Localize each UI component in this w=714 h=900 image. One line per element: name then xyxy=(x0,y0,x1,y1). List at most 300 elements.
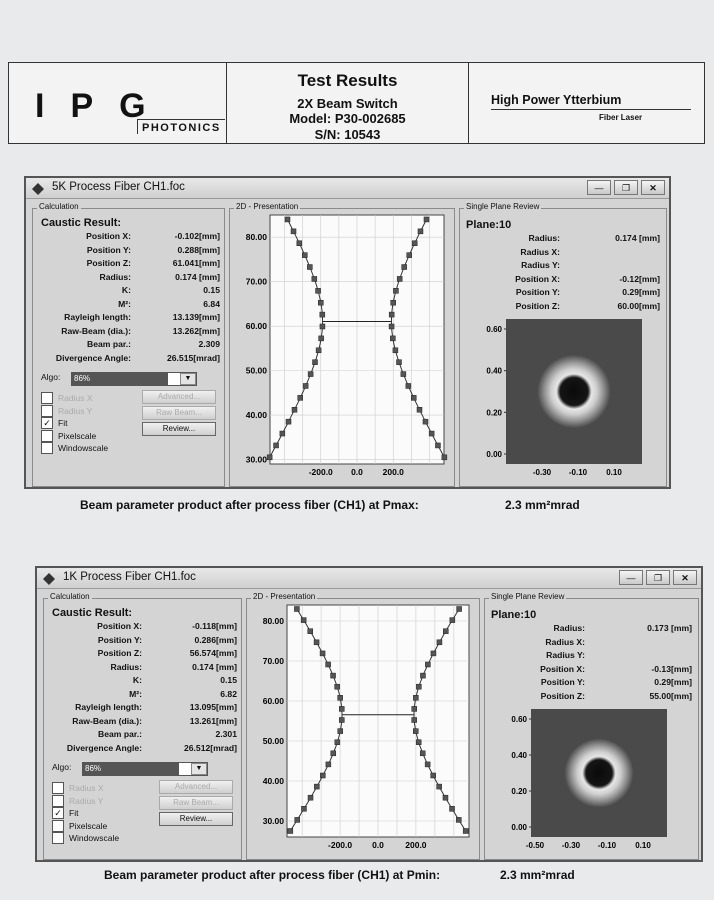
x-tick-label: 0.10 xyxy=(635,841,651,850)
plane-result-list xyxy=(480,233,660,314)
caustic-plot xyxy=(247,601,479,859)
result-row xyxy=(35,353,220,367)
measurement-point xyxy=(412,706,417,711)
measurement-point xyxy=(326,762,331,767)
beam-ring xyxy=(537,355,610,428)
x-tick-label: -0.50 xyxy=(525,841,545,850)
algo-value: 86% xyxy=(72,373,168,385)
x-tick-label: -0.10 xyxy=(568,468,588,477)
checkbox-box[interactable] xyxy=(41,442,53,454)
plane-result-value: 55.00[mm] xyxy=(649,690,692,701)
result-label: Radius: xyxy=(99,271,131,282)
checkbox-label: Windowscale xyxy=(69,833,120,843)
result-label: K: xyxy=(121,285,131,295)
algo-label: Algo: xyxy=(41,372,61,382)
x-tick-label: -200.0 xyxy=(308,467,333,477)
measurement-point xyxy=(406,383,411,388)
single-plane-label: Single Plane Review xyxy=(466,202,540,211)
result-row xyxy=(46,702,237,716)
plane-result-row xyxy=(480,287,660,301)
result-value: 6.84 xyxy=(203,298,220,309)
window-titlebar[interactable] xyxy=(26,178,669,199)
plane-result-label: Position Z: xyxy=(515,300,560,311)
measurement-point xyxy=(413,729,418,734)
measurement-point xyxy=(298,395,303,400)
measurement-point xyxy=(303,383,308,388)
result-row xyxy=(46,743,237,757)
windowscale-checkbox[interactable] xyxy=(52,832,119,844)
measurement-point xyxy=(401,372,406,377)
beam-profile-plot xyxy=(487,707,698,857)
result-label: Raw-Beam (dia.): xyxy=(72,715,142,726)
measurement-point xyxy=(423,419,428,424)
measurement-point xyxy=(308,372,313,377)
measurement-point xyxy=(331,751,336,756)
plane-result-label: Position Z: xyxy=(540,690,585,701)
checkbox-box[interactable]: ✓ xyxy=(52,807,64,819)
window-titlebar[interactable] xyxy=(37,568,701,589)
caustic-result-list xyxy=(46,621,237,756)
plane-result-value: -0.13[mm] xyxy=(651,663,692,674)
result-value: 0.15 xyxy=(220,675,237,685)
y-tick-label: 0.40 xyxy=(511,751,527,760)
measurement-point xyxy=(391,300,396,305)
radius-x-checkbox[interactable] xyxy=(41,392,93,404)
result-label: Radius: xyxy=(110,661,142,672)
result-row xyxy=(35,258,220,272)
result-value: 2.301 xyxy=(215,729,237,739)
measurement-point xyxy=(294,607,299,612)
result-value: 26.515[mrad] xyxy=(166,352,220,363)
raw-beam-button[interactable]: Raw Beam... xyxy=(142,406,216,420)
measurement-point xyxy=(390,336,395,341)
measurement-point xyxy=(420,673,425,678)
measurement-point xyxy=(425,762,430,767)
measurement-point xyxy=(396,360,401,365)
plane-result-row xyxy=(505,691,692,705)
y-tick-label: 0.20 xyxy=(486,408,502,418)
algo-value: 86% xyxy=(83,763,179,775)
measurement-point xyxy=(435,443,440,448)
checkbox-box[interactable] xyxy=(52,782,64,794)
plane-result-row xyxy=(505,623,692,637)
plane-result-value xyxy=(564,260,660,274)
measurement-point xyxy=(302,253,307,258)
result-label: Beam par.: xyxy=(98,729,142,739)
result-row xyxy=(46,621,237,635)
close-button[interactable]: ✕ xyxy=(673,570,697,585)
result-value: 26.512[mrad] xyxy=(183,742,237,753)
result-label: M²: xyxy=(129,688,142,699)
raw-beam-button[interactable]: Raw Beam... xyxy=(159,796,233,810)
app-icon xyxy=(32,182,44,194)
measurement-point xyxy=(312,276,317,281)
plane-result-value xyxy=(589,650,692,664)
plane-result-value: 0.174 [mm] xyxy=(615,233,660,243)
measurement-point xyxy=(389,312,394,317)
calculation-panel xyxy=(32,202,225,487)
measurement-point xyxy=(443,795,448,800)
measurement-point xyxy=(420,751,425,756)
caustic-plot xyxy=(230,211,454,486)
measurement-point xyxy=(316,348,321,353)
measurement-point xyxy=(308,629,313,634)
calculation-label: Calculation xyxy=(39,202,79,211)
result-value: 0.286[mm] xyxy=(194,634,237,645)
measurement-point xyxy=(288,829,293,834)
result-label: Rayleigh length: xyxy=(75,702,142,712)
plane-result-label: Radius: xyxy=(553,623,585,633)
plane-result-row xyxy=(505,637,692,651)
measurement-point xyxy=(319,336,324,341)
result-row xyxy=(46,689,237,703)
result-value: -0.118[mm] xyxy=(192,621,237,631)
result-label: Divergence Angle: xyxy=(66,742,142,753)
plane-result-value xyxy=(564,247,660,261)
radius-y-checkbox[interactable] xyxy=(41,405,92,417)
radius-x-checkbox[interactable] xyxy=(52,782,104,794)
result-value: 13.261[mm] xyxy=(189,715,237,726)
review-button[interactable]: Review... xyxy=(159,812,233,826)
checkbox-label: Fit xyxy=(58,418,68,428)
presentation-panel xyxy=(229,202,455,487)
analysis-window xyxy=(35,566,703,862)
measurement-point xyxy=(412,241,417,246)
calculation-panel xyxy=(43,592,242,860)
result-row xyxy=(46,662,237,676)
logo-subtitle: PHOTONICS xyxy=(137,119,225,134)
checkbox-label: Fit xyxy=(69,808,79,818)
result-label: Position X: xyxy=(97,621,142,631)
plane-result-row xyxy=(480,274,660,288)
measurement-point xyxy=(339,706,344,711)
plane-result-label: Position X: xyxy=(515,273,560,284)
y-tick-label: 30.00 xyxy=(262,816,284,826)
result-row xyxy=(35,245,220,259)
measurement-point xyxy=(307,265,312,270)
bpp-caption: Beam parameter product after process fiber (CH1) at Pmax: xyxy=(80,498,419,512)
measurement-point xyxy=(320,773,325,778)
measurement-point xyxy=(320,324,325,329)
measurement-point xyxy=(335,740,340,745)
result-value: 0.174 [mm] xyxy=(175,271,220,282)
measurement-point xyxy=(318,300,323,305)
measurement-point xyxy=(339,718,344,723)
plane-number: Plane:10 xyxy=(491,609,537,621)
window-controls xyxy=(619,570,697,585)
result-label: M²: xyxy=(118,298,131,309)
measurement-point xyxy=(286,419,291,424)
single-plane-label: Single Plane Review xyxy=(491,592,565,601)
result-value: 13.262[mm] xyxy=(172,325,220,336)
plane-number: Plane:10 xyxy=(466,219,512,231)
measurement-point xyxy=(429,431,434,436)
x-tick-label: 200.0 xyxy=(382,467,404,477)
product-subtitle: Fiber Laser xyxy=(599,113,643,122)
maximize-button[interactable]: ❐ xyxy=(646,570,670,585)
measurement-point xyxy=(292,407,297,412)
measurement-point xyxy=(389,324,394,329)
plane-result-label: Position Y: xyxy=(515,287,560,297)
result-row xyxy=(35,326,220,340)
measurement-point xyxy=(331,673,336,678)
bpp-value: 2.3 mm²mrad xyxy=(505,498,580,512)
result-row xyxy=(46,675,237,689)
fit-checkbox[interactable] xyxy=(41,417,67,429)
product-title: High Power Ytterbium xyxy=(491,93,691,110)
x-tick-label: 0.0 xyxy=(351,467,363,477)
plane-result-row xyxy=(505,677,692,691)
plane-result-value xyxy=(589,637,692,651)
caustic-result-list xyxy=(35,231,220,366)
plane-result-label: Position X: xyxy=(540,663,585,674)
plane-result-list xyxy=(505,623,692,704)
result-row xyxy=(46,648,237,662)
document-subtitle: 2X Beam Switch xyxy=(297,96,398,111)
measurement-point xyxy=(424,217,429,222)
y-tick-label: 70.00 xyxy=(245,276,267,287)
calculation-label: Calculation xyxy=(50,592,90,601)
measurement-point xyxy=(450,806,455,811)
measurement-point xyxy=(338,729,343,734)
result-row xyxy=(35,231,220,245)
y-tick-label: 60.00 xyxy=(245,321,267,332)
measurement-point xyxy=(314,784,319,789)
document-title: Test Results xyxy=(297,71,398,90)
measurement-point xyxy=(431,773,436,778)
pixelscale-checkbox[interactable] xyxy=(52,820,107,832)
serial-number: S/N: 10543 xyxy=(314,127,381,142)
measurement-point xyxy=(411,395,416,400)
bpp-value: 2.3 mm²mrad xyxy=(500,868,575,882)
plane-result-row xyxy=(505,650,692,664)
checkbox-box[interactable] xyxy=(52,795,64,807)
x-tick-label: -0.30 xyxy=(532,468,552,477)
result-label: Position Y: xyxy=(86,244,131,255)
measurement-point xyxy=(326,662,331,667)
checkbox-box[interactable] xyxy=(41,430,53,442)
x-tick-label: 0.10 xyxy=(606,468,622,477)
presentation-label: 2D - Presentation xyxy=(236,202,299,211)
result-label: Position X: xyxy=(86,231,131,241)
measurement-point xyxy=(437,784,442,789)
y-tick-label: 60.00 xyxy=(262,696,284,706)
minimize-button[interactable]: — xyxy=(619,570,643,585)
plane-result-row xyxy=(480,301,660,315)
close-button[interactable]: ✕ xyxy=(641,180,665,195)
x-tick-label: -200.0 xyxy=(328,840,353,850)
result-value: 0.174 [mm] xyxy=(192,661,237,672)
caustic-result-title: Caustic Result: xyxy=(52,607,133,619)
y-tick-label: 0.20 xyxy=(511,787,527,796)
plane-result-value: 60.00[mm] xyxy=(617,300,660,311)
result-label: Position Z: xyxy=(86,258,131,268)
plane-result-label: Position Y: xyxy=(540,677,585,687)
window-title: 1K Process Fiber CH1.foc xyxy=(63,571,196,583)
measurement-point xyxy=(280,431,285,436)
checkbox-box[interactable] xyxy=(41,405,53,417)
measurement-point xyxy=(295,817,300,822)
result-label: Beam par.: xyxy=(87,339,131,349)
measurement-point xyxy=(338,695,343,700)
plane-result-label: Radius X: xyxy=(545,636,585,647)
y-tick-label: 80.00 xyxy=(245,232,267,243)
result-row xyxy=(35,339,220,353)
x-tick-label: -0.30 xyxy=(561,841,581,850)
fit-checkbox[interactable] xyxy=(52,807,78,819)
result-value: -0.102[mm] xyxy=(174,231,220,241)
advanced-button[interactable]: Advanced... xyxy=(159,780,233,794)
measurement-point xyxy=(301,618,306,623)
measurement-point xyxy=(393,348,398,353)
measurement-point xyxy=(297,241,302,246)
result-row xyxy=(46,635,237,649)
measurement-point xyxy=(418,229,423,234)
x-tick-label: -0.10 xyxy=(597,841,617,850)
app-icon xyxy=(43,572,55,584)
result-label: Raw-Beam (dia.): xyxy=(61,325,131,336)
result-value: 13.095[mm] xyxy=(189,702,237,712)
checkbox-box[interactable]: ✓ xyxy=(41,417,53,429)
plane-result-value: 0.29[mm] xyxy=(622,287,660,297)
algo-select[interactable] xyxy=(71,372,197,386)
result-row xyxy=(46,729,237,743)
checkbox-box[interactable] xyxy=(52,820,64,832)
result-label: K: xyxy=(132,675,142,685)
result-label: Divergence Angle: xyxy=(55,352,131,363)
algo-select[interactable] xyxy=(82,762,208,776)
y-tick-label: 40.00 xyxy=(262,776,284,786)
beam-ring xyxy=(564,738,633,807)
window-title: 5K Process Fiber CH1.foc xyxy=(52,181,185,193)
measurement-point xyxy=(425,662,430,667)
checkbox-label: Radius Y xyxy=(69,795,104,806)
checkbox-box[interactable] xyxy=(41,392,53,404)
plane-result-value: 0.173 [mm] xyxy=(647,623,692,633)
measurement-point xyxy=(314,640,319,645)
measurement-point xyxy=(397,276,402,281)
measurement-point xyxy=(416,684,421,689)
measurement-point xyxy=(402,265,407,270)
y-tick-label: 50.00 xyxy=(245,365,267,376)
measurement-point xyxy=(413,695,418,700)
checkbox-label: Windowscale xyxy=(58,443,109,453)
measurement-point xyxy=(412,718,417,723)
measurement-point xyxy=(442,455,447,460)
advanced-button[interactable]: Advanced... xyxy=(142,390,216,404)
plane-result-label: Radius X: xyxy=(520,246,560,257)
analysis-window xyxy=(24,176,671,489)
plane-result-label: Radius Y: xyxy=(521,260,560,270)
presentation-label: 2D - Presentation xyxy=(253,592,316,601)
measurement-point xyxy=(313,360,318,365)
plane-result-row xyxy=(505,664,692,678)
y-tick-label: 0.00 xyxy=(511,823,527,832)
result-row xyxy=(46,716,237,730)
measurement-point xyxy=(416,740,421,745)
result-value: 56.574[mm] xyxy=(189,648,237,658)
measurement-point xyxy=(316,288,321,293)
result-label: Position Y: xyxy=(97,634,142,645)
result-value: 61.041[mm] xyxy=(172,258,220,268)
document-header xyxy=(8,62,705,144)
measurement-point xyxy=(393,288,398,293)
checkbox-label: Pixelscale xyxy=(69,820,108,831)
product-cell xyxy=(469,63,704,143)
y-tick-label: 70.00 xyxy=(262,656,284,666)
windowscale-checkbox[interactable] xyxy=(41,442,108,454)
measurement-point xyxy=(443,629,448,634)
measurement-point xyxy=(437,640,442,645)
result-value: 2.309 xyxy=(198,339,220,349)
y-tick-label: 0.00 xyxy=(486,450,502,459)
plane-result-row xyxy=(480,260,660,274)
measurement-point xyxy=(285,217,290,222)
plane-result-value: -0.12[mm] xyxy=(619,273,660,284)
minimize-button[interactable]: — xyxy=(587,180,611,195)
checkbox-label: Pixelscale xyxy=(58,430,97,441)
measurement-point xyxy=(335,684,340,689)
measurement-point xyxy=(308,795,313,800)
single-plane-panel xyxy=(459,202,667,487)
measurement-point xyxy=(450,618,455,623)
result-label: Position Z: xyxy=(97,648,142,658)
plane-result-label: Radius Y: xyxy=(546,650,585,660)
y-tick-label: 30.00 xyxy=(245,454,267,465)
measurement-point xyxy=(417,407,422,412)
checkbox-label: Radius Y xyxy=(58,405,93,416)
chevron-down-icon[interactable]: ▼ xyxy=(191,763,207,775)
result-row xyxy=(35,312,220,326)
measurement-point xyxy=(457,607,462,612)
pixelscale-checkbox[interactable] xyxy=(41,430,96,442)
measurement-point xyxy=(301,806,306,811)
y-tick-label: 0.40 xyxy=(486,366,502,376)
chevron-down-icon[interactable]: ▼ xyxy=(180,373,196,385)
result-row xyxy=(35,285,220,299)
measurement-point xyxy=(463,829,468,834)
measurement-point xyxy=(431,651,436,656)
result-row xyxy=(35,272,220,286)
checkbox-box[interactable] xyxy=(52,832,64,844)
result-value: 0.288[mm] xyxy=(177,244,220,255)
measurement-point xyxy=(274,443,279,448)
x-tick-label: 200.0 xyxy=(405,840,427,850)
result-value: 0.15 xyxy=(203,285,220,295)
plane-result-row xyxy=(480,233,660,247)
measurement-point xyxy=(320,651,325,656)
review-button[interactable]: Review... xyxy=(142,422,216,436)
bpp-caption: Beam parameter product after process fiber (CH1) at Pmin: xyxy=(104,868,441,882)
checkbox-label: Radius X xyxy=(69,783,104,793)
radius-y-checkbox[interactable] xyxy=(52,795,103,807)
maximize-button[interactable]: ❐ xyxy=(614,180,638,195)
result-value: 6.82 xyxy=(220,688,237,699)
beam-profile-plot xyxy=(462,317,666,484)
algo-label: Algo: xyxy=(52,762,72,772)
caustic-result-title: Caustic Result: xyxy=(41,217,122,229)
result-value: 13.139[mm] xyxy=(172,312,220,322)
title-cell xyxy=(227,63,469,143)
y-tick-label: 0.60 xyxy=(511,715,527,724)
measurement-point xyxy=(320,312,325,317)
model-number: Model: P30-002685 xyxy=(289,111,406,126)
measurement-point xyxy=(291,229,296,234)
logo-cell xyxy=(9,63,227,143)
measurement-point xyxy=(456,817,461,822)
result-label: Rayleigh length: xyxy=(64,312,131,322)
plane-result-row xyxy=(480,247,660,261)
